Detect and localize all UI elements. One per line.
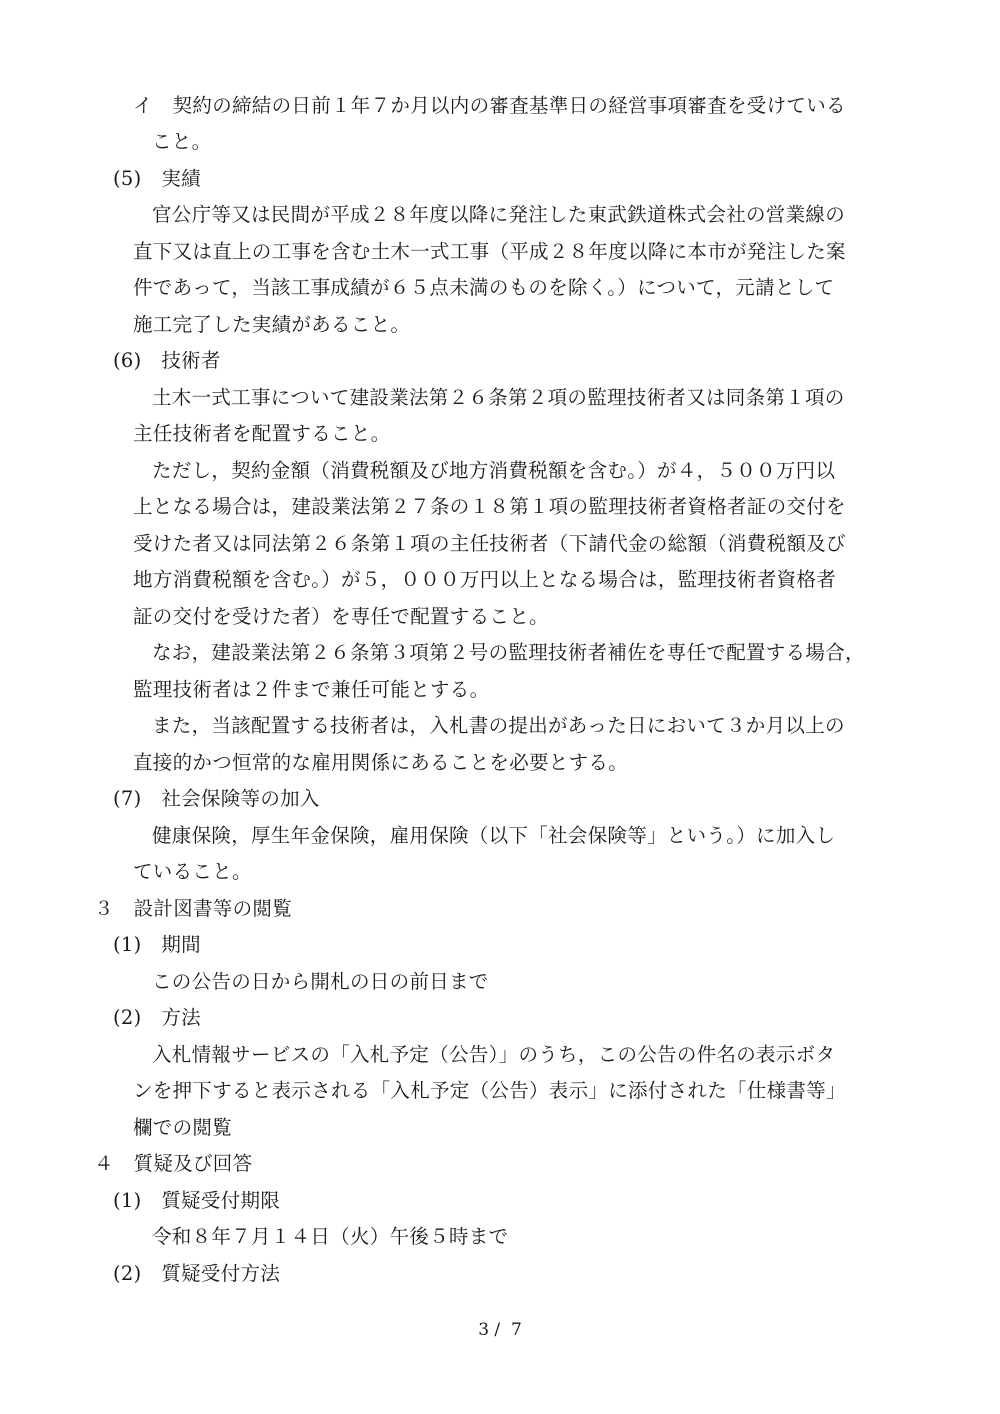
text-line: 施工完了した実績があること。 [133, 313, 411, 336]
section-heading: (7) 社会保険等の加入 [113, 787, 320, 810]
text-line: こと。 [152, 130, 212, 153]
section-heading: (5) 実績 [113, 167, 201, 190]
page-number: 3 / 7 [478, 1320, 522, 1340]
text-line: ただし，契約金額（消費税額及び地方消費税額を含む。）が４，５００万円以 [152, 459, 836, 482]
text-line: 令和８年７月１４日（火）午後５時まで [152, 1225, 509, 1248]
text-line: 直下又は直上の工事を含む土木一式工事（平成２８年度以降に本市が発注した案 [133, 240, 846, 263]
text-line: 地方消費税額を含む。）が５，０００万円以上となる場合は，監理技術者資格者 [133, 568, 837, 591]
text-line: 証の交付を受けた者）を専任で配置すること。 [133, 605, 549, 628]
text-line: 監理技術者は２件まで兼任可能とする。 [133, 678, 490, 701]
text-line: また，当該配置する技術者は，入札書の提出があった日において３か月以上の [152, 714, 845, 737]
section-heading: (2) 方法 [113, 1006, 201, 1029]
text-line: 土木一式工事について建設業法第２６条第２項の監理技術者又は同条第１項の [152, 386, 845, 409]
text-line: 健康保険，厚生年金保険，雇用保険（以下「社会保険等」という。）に加入し [152, 824, 836, 847]
text-line: この公告の日から開札の日の前日まで [152, 970, 489, 993]
text-line: 件であって，当該工事成績が６５点未満のものを除く。）について，元請として [133, 276, 835, 299]
text-line: ていること。 [133, 860, 252, 883]
text-line: 受けた者又は同法第２６条第１項の主任技術者（下請代金の総額（消費税額及び [133, 532, 846, 555]
text-line: 直接的かつ恒常的な雇用関係にあることを必要とする。 [133, 751, 629, 774]
text-line: 欄での閲覧 [133, 1116, 233, 1139]
text-line: 主任技術者を配置すること。 [133, 422, 391, 445]
text-line: 上となる場合は，建設業法第２７条の１８第１項の監理技術者資格者証の交付を [133, 495, 846, 518]
section-heading: (2) 質疑受付方法 [113, 1262, 281, 1285]
section-heading: (1) 質疑受付期限 [113, 1189, 281, 1212]
text-line: 官公庁等又は民間が平成２８年度以降に発注した東武鉄道株式会社の営業線の [152, 203, 846, 226]
text-line: 入札情報サービスの「入札予定（公告）」のうち，この公告の件名の表示ボタ [152, 1043, 836, 1066]
text-line: イ 契約の締結の日前１年７か月以内の審査基準日の経営事項審査を受けている [133, 94, 846, 117]
chapter-heading: ４ 質疑及び回答 [94, 1152, 253, 1175]
chapter-heading: ３ 設計図書等の閲覧 [94, 897, 293, 920]
section-heading: (1) 期間 [113, 933, 201, 956]
text-line: なお，建設業法第２６条第３項第２号の監理技術者補佐を専任で配置する場合， [152, 641, 865, 664]
text-line: ンを押下すると表示される「入札予定（公告）表示」に添付された「仕様書等」 [133, 1079, 846, 1102]
section-heading: (6) 技術者 [113, 349, 221, 372]
